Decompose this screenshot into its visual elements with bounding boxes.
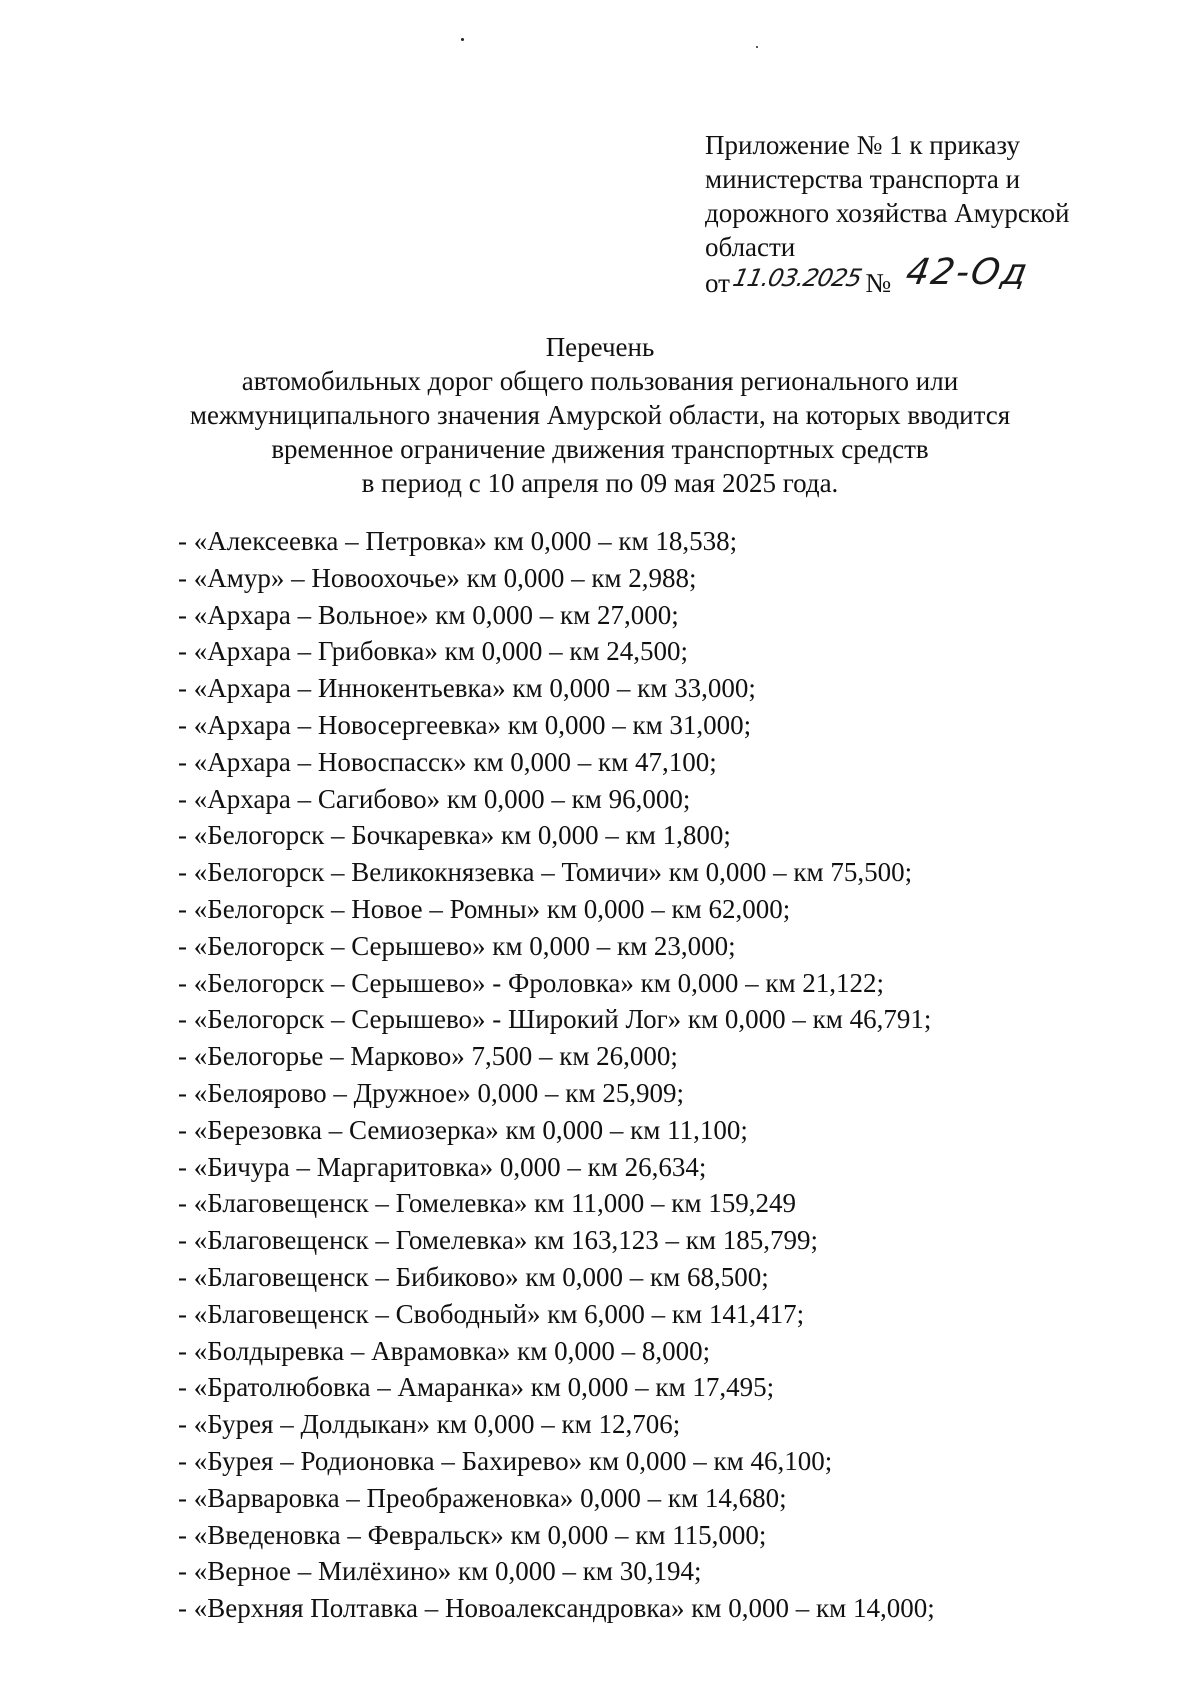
road-list-item: - «Архара – Сагибово» км 0,000 – км 96,000; <box>178 783 691 814</box>
road-list-item: - «Березовка – Семиозерка» км 0,000 – км 11,100; <box>178 1114 748 1145</box>
title-line-3: временное ограничение движения транспортных средств <box>271 434 929 464</box>
road-list-item: - «Белогорск – Великокнязевка – Томичи» км 0,000 – км 75,500; <box>178 857 913 888</box>
road-list-item: - «Архара – Вольное» км 0,000 – км 27,000; <box>178 599 679 630</box>
handwritten-date: 11.03.2025 <box>730 264 864 292</box>
road-list-item: - «Архара – Новосергеевка» км 0,000 – км 31,000; <box>178 709 752 740</box>
title-heading: Перечень <box>545 332 655 362</box>
road-list-item: - «Благовещенск – Свободный» км 6,000 – км 141,417; <box>178 1298 805 1329</box>
title-line-2: межмуниципального значения Амурской области, на которых вводится <box>189 400 1011 430</box>
scan-speck <box>756 46 758 48</box>
road-list-item: - «Архара – Грибовка» км 0,000 – км 24,500; <box>178 636 689 667</box>
road-list-item: - «Введеновка – Февральск» км 0,000 – км 115,000; <box>178 1519 767 1550</box>
road-list-item: - «Белогорск – Бочкаревка» км 0,000 – км 1,800; <box>178 820 731 851</box>
road-list-item: - «Верхняя Полтавка – Новоалександровка» км 0,000 – км 14,000; <box>178 1593 935 1624</box>
road-list-item: - «Благовещенск – Бибиково» км 0,000 – км 68,500; <box>178 1261 769 1292</box>
road-list-item: - «Болдыревка – Аврамовка» км 0,000 – 8,000; <box>178 1335 711 1366</box>
number-label: № <box>865 268 892 298</box>
title-line-4: в период с 10 апреля по 09 мая 2025 года. <box>361 468 839 498</box>
road-list-item: - «Верное – Милёхино» км 0,000 – км 30,194; <box>178 1556 702 1587</box>
roads-list <box>178 523 1178 1627</box>
title-line-1: автомобильных дорог общего пользования регионального или <box>241 366 959 396</box>
road-list-item: - «Благовещенск – Гомелевка» км 11,000 – км 159,249 <box>178 1188 796 1219</box>
scan-speck <box>461 38 464 41</box>
road-list-item: - «Бурея – Долдыкан» км 0,000 – км 12,706; <box>178 1409 681 1440</box>
document-title <box>0 330 1200 500</box>
road-list-item: - «Архара – Новоспасск» км 0,000 – км 47,100; <box>178 746 717 777</box>
road-list-item: - «Бурея – Родионовка – Бахирево» км 0,000 – км 46,100; <box>178 1445 833 1476</box>
appendix-line-4: области <box>705 232 796 262</box>
road-list-item: - «Архара – Иннокентьевка» км 0,000 – км 33,000; <box>178 673 756 704</box>
road-list-item: - «Варваровка – Преображеновка» 0,000 – км 14,680; <box>178 1482 787 1513</box>
road-list-item: - «Белогорск – Новое – Ромны» км 0,000 – км 62,000; <box>178 893 791 924</box>
road-list-item: - «Белогорье – Марково» 7,500 – км 26,000; <box>178 1041 678 1072</box>
road-list-item: - «Белогорск – Серышево» км 0,000 – км 23,000; <box>178 930 736 961</box>
appendix-line-2: министерства транспорта и <box>705 164 1021 194</box>
road-list-item: - «Амур» – Новоохочье» км 0,000 – км 2,988; <box>178 562 697 593</box>
road-list-item: - «Братолюбовка – Амаранка» км 0,000 – км 17,495; <box>178 1372 775 1403</box>
appendix-header <box>705 128 1125 302</box>
from-label: от <box>705 268 730 298</box>
appendix-date-number-row <box>705 252 1125 302</box>
road-list-item: - «Благовещенск – Гомелевка» км 163,123 – км 185,799; <box>178 1225 818 1256</box>
road-list-item: - «Бичура – Маргаритовка» 0,000 – км 26,634; <box>178 1151 707 1182</box>
appendix-line-3: дорожного хозяйства Амурской <box>705 198 1070 228</box>
road-list-item: - «Белогорск – Серышево» - Широкий Лог» км 0,000 – км 46,791; <box>178 1004 932 1035</box>
handwritten-order-number: 42-Од <box>903 252 1033 293</box>
road-list-item: - «Белоярово – Дружное» 0,000 – км 25,909; <box>178 1077 684 1108</box>
road-list-item: - «Белогорск – Серышево» - Фроловка» км 0,000 – км 21,122; <box>178 967 885 998</box>
appendix-line-1: Приложение № 1 к приказу <box>705 130 1020 160</box>
road-list-item: - «Алексеевка – Петровка» км 0,000 – км 18,538; <box>178 526 738 556</box>
